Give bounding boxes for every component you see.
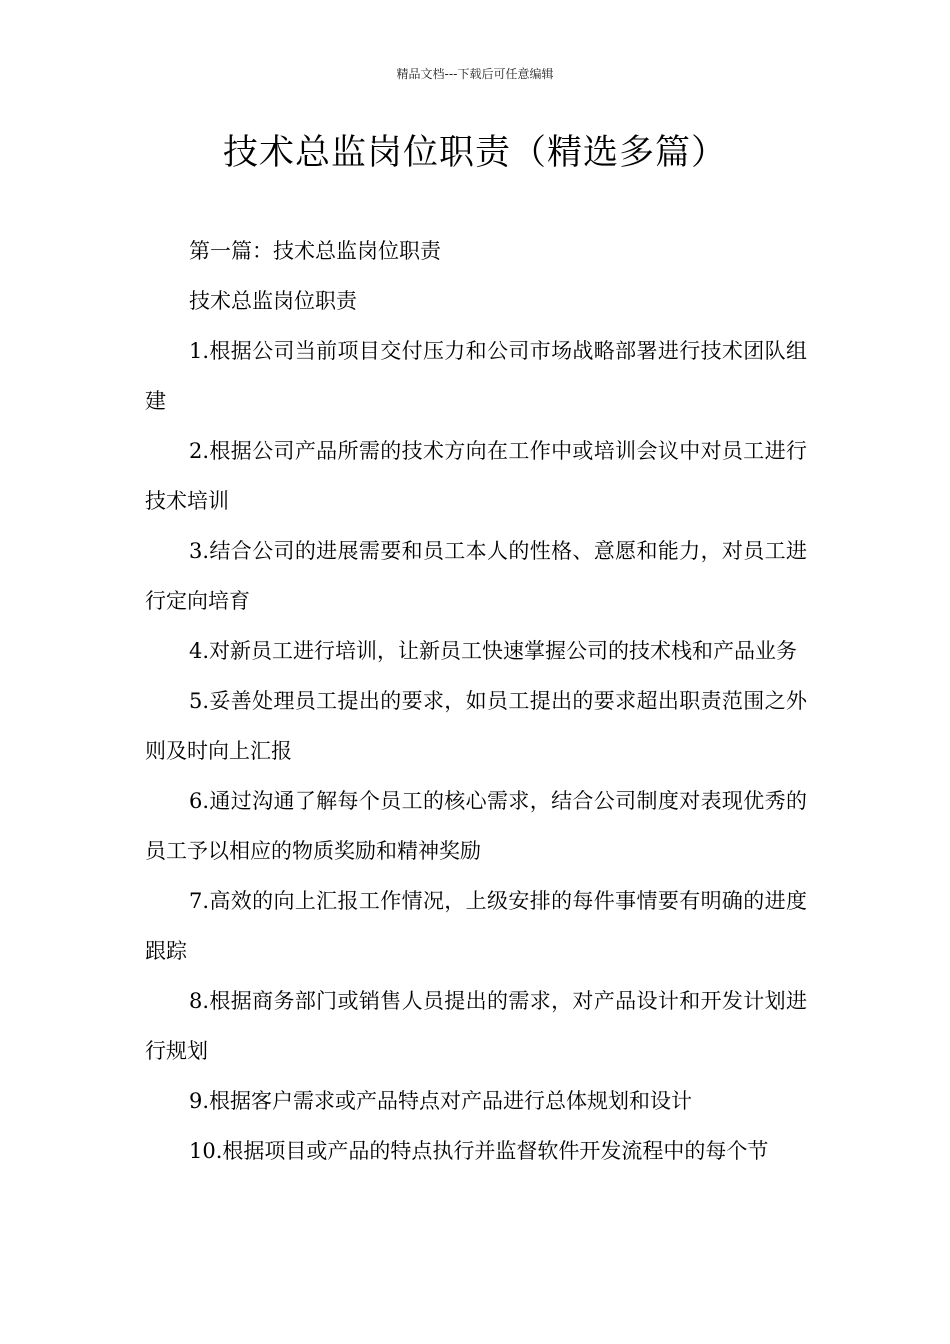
list-item: 5.妥善处理员工提出的要求，如员工提出的要求超出职责范围之外则及时向上汇报 — [145, 689, 807, 763]
list-item: 10.根据项目或产品的特点执行并监督软件开发流程中的每个节 — [189, 1139, 769, 1163]
document-title: 技术总监岗位职责（精选多篇） — [222, 133, 727, 173]
section-heading: 第一篇：技术总监岗位职责 — [189, 239, 441, 263]
list-item: 2.根据公司产品所需的技术方向在工作中或培训会议中对员工进行技术培训 — [145, 439, 807, 513]
list-item: 6.通过沟通了解每个员工的核心需求，结合公司制度对表现优秀的员工予以相应的物质奖励和精神奖励 — [145, 789, 807, 863]
list-item: 9.根据客户需求或产品特点对产品进行总体规划和设计 — [189, 1089, 693, 1113]
header-note: 精品文档---下载后可任意编辑 — [396, 67, 554, 81]
list-item: 7.高效的向上汇报工作情况，上级安排的每件事情要有明确的进度跟踪 — [145, 889, 807, 963]
list-item: 4.对新员工进行培训，让新员工快速掌握公司的技术栈和产品业务 — [189, 639, 798, 663]
list-item: 3.结合公司的进展需要和员工本人的性格、意愿和能力，对员工进行定向培育 — [145, 539, 807, 613]
list-item: 1.根据公司当前项目交付压力和公司市场战略部署进行技术团队组建 — [145, 339, 807, 413]
subsection-heading: 技术总监岗位职责 — [189, 289, 357, 313]
document-body — [145, 226, 807, 1176]
list-item: 8.根据商务部门或销售人员提出的需求，对产品设计和开发计划进行规划 — [145, 989, 807, 1063]
